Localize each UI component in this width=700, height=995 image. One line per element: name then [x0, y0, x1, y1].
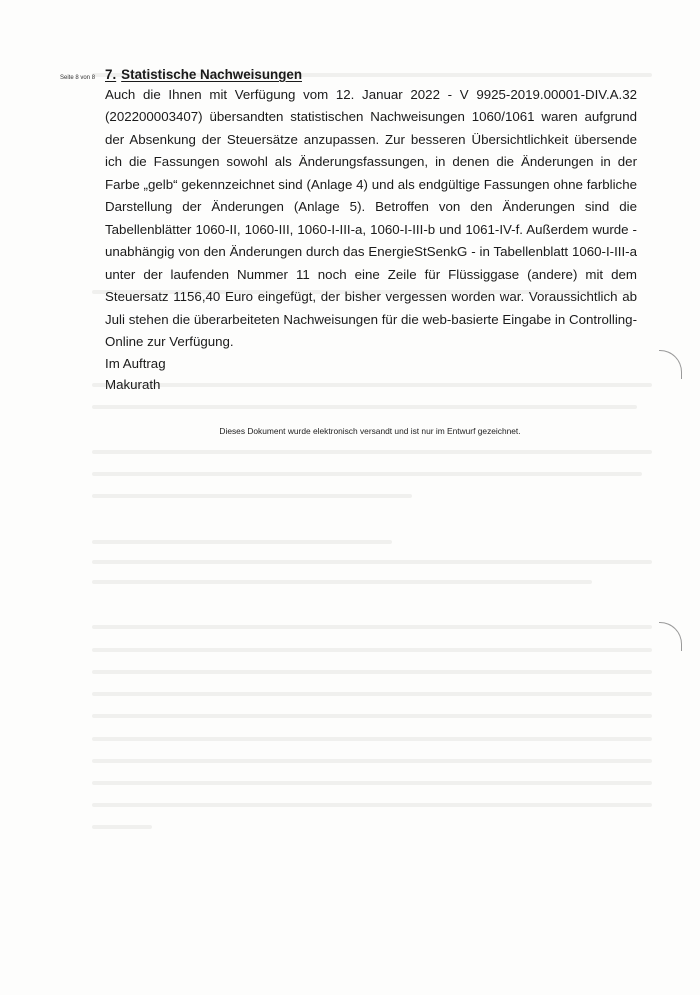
- section-heading: [105, 67, 302, 82]
- scan-bleed-through: [92, 494, 412, 498]
- scan-bleed-through: [92, 472, 642, 476]
- section-title: Statistische Nachweisungen: [121, 67, 302, 82]
- body-paragraph: Auch die Ihnen mit Verfügung vom 12. Januar 2022 - V 9925-2019.00001-DIV.A.32 (202200003407) übersandten statistischen Nachweisungen 1060/1061 waren aufgrund der Absenkung der Steuersätze anzupassen. Zur besseren Übersichtlichkeit übersende ich die Fassungen sowohl als Änderungsfassungen, in denen die Änderungen in der Farbe „gelb“ gekennzeichnet sind (Anlage 4) und als endgültige Fassungen ohne farbliche Darstellung der Änderungen (Anlage 5). Betroffen von den Änderungen sind die Tabellenblätter 1060-II, 1060-III, 1060-I-III-a, 1060-I-III-b und 1061-IV-f. Außerdem wurde - unabhängig von den Änderungen durch das EnergieStSenkG - in Tabellenblatt 1060-I-III-a unter der laufenden Nummer 11 noch eine Zeile für Flüssiggase (andere) mit dem Steuersatz 1156,40 Euro eingefügt, der bisher vergessen worden war. Voraussichtlich ab Juli stehen die überarbeiteten Nachweisungen für die web-basierte Eingabe in Controlling-Online zur Verfügung.: [105, 87, 637, 349]
- signatory-name: Makurath: [105, 377, 161, 392]
- scan-bleed-through: [92, 625, 652, 629]
- closing-block: [105, 353, 166, 395]
- scan-bleed-through: [92, 648, 652, 652]
- scan-bleed-through: [92, 714, 652, 718]
- scan-bleed-through: [92, 759, 652, 763]
- punch-hole-mark: [659, 350, 682, 379]
- scan-bleed-through: [92, 692, 652, 696]
- section-number: 7.: [105, 67, 117, 82]
- page-number: Seite 8 von 8: [60, 75, 96, 81]
- scan-bleed-through: [92, 580, 592, 584]
- scan-bleed-through: [92, 670, 652, 674]
- scan-bleed-through: [92, 450, 652, 454]
- scan-bleed-through: [92, 781, 652, 785]
- scan-bleed-through: [92, 825, 152, 829]
- scan-bleed-through: [92, 737, 652, 741]
- scan-bleed-through: [92, 540, 392, 544]
- punch-hole-mark: [659, 622, 682, 651]
- scan-bleed-through: [92, 405, 637, 409]
- electronic-dispatch-notice: Dieses Dokument wurde elektronisch versandt und ist nur im Entwurf gezeichnet.: [219, 426, 521, 436]
- scan-bleed-through: [92, 383, 652, 387]
- closing-formula: Im Auftrag: [105, 356, 166, 371]
- scan-bleed-through: [92, 560, 652, 564]
- scan-bleed-through: [92, 803, 652, 807]
